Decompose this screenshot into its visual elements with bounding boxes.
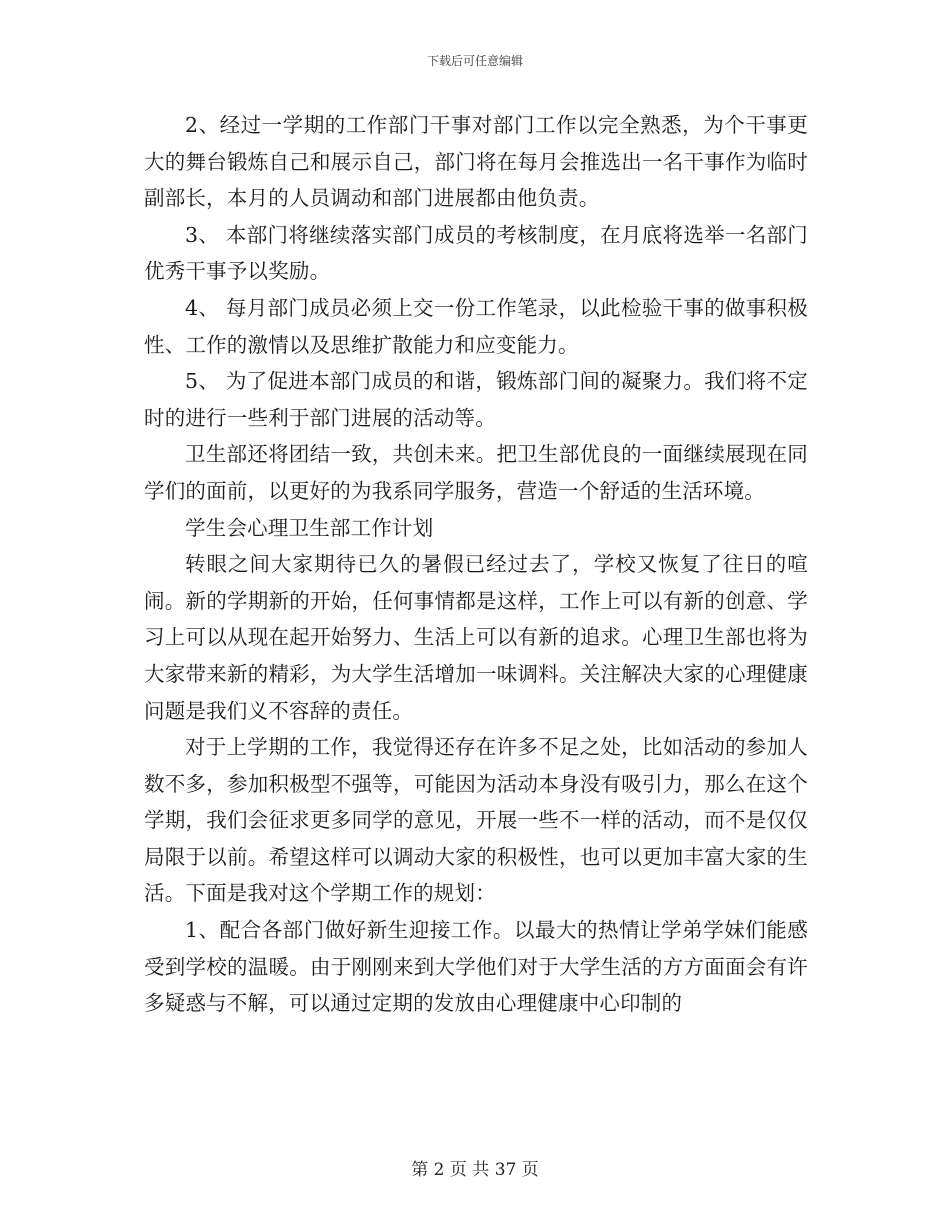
page-number: 第 2 页 共 37 页	[411, 1160, 539, 1180]
paragraph: 4、 每月部门成员必须上交一份工作笔录，以此检验干事的做事积极性、工作的激情以及思维扩散能力和应变能力。	[144, 295, 808, 357]
paragraph: 3、 本部门将继续落实部门成员的考核制度，在月底将选举一名部门优秀干事予以奖励。	[144, 222, 808, 284]
paragraph: 5、 为了促进本部门成员的和谐，锻炼部门间的凝聚力。我们将不定时的进行一些利于部门进展的活动等。	[144, 369, 808, 430]
page-footer	[0, 1155, 950, 1180]
header-text: 下载后可任意编辑	[426, 54, 523, 68]
paragraph: 2、经过一学期的工作部门干事对部门工作以完全熟悉，为个干事更大的舞台锻炼自己和展示自己，部门将在每月会推选出一名干事作为临时副部长，本月的人员调动和部门进展都由他负责。	[144, 113, 808, 211]
paragraph: 卫生部还将团结一致，共创未来。把卫生部优良的一面继续展现在同学们的面前，以更好的为我系同学服务，营造一个舒适的生活环境。	[144, 442, 808, 503]
page-header	[0, 52, 950, 69]
document-body	[144, 107, 808, 1022]
paragraph: 对于上学期的工作，我觉得还存在许多不足之处，比如活动的参加人数不多，参加积极型不强等，可能因为活动本身没有吸引力，那么在这个学期，我们会征求更多同学的意见，开展一些不一样的活动，而不是仅仅局限于以前。希望这样可以调动大家的积极性，也可以更加丰富大家的生活。下面是我对这个学期工作的规划：	[144, 735, 808, 906]
paragraph: 转眼之间大家期待已久的暑假已经过去了，学校又恢复了往日的喧闹。新的学期新的开始，任何事情都是这样，工作上可以有新的创意、学习上可以从现在起开始努力、生活上可以有新的追求。心理卫生部也将为大家带来新的精彩，为大学生活增加一味调料。关注解决大家的心理健康问题是我们义不容辞的责任。	[144, 552, 808, 723]
section-title: 学生会心理卫生部工作计划	[185, 515, 434, 540]
paragraph: 1、配合各部门做好新生迎接工作。以最大的热情让学弟学妹们能感受到学校的温暖。由于刚刚来到大学他们对于大学生活的方方面面会有许多疑惑与不解，可以通过定期的发放由心理健康中心印制的	[144, 918, 808, 1016]
